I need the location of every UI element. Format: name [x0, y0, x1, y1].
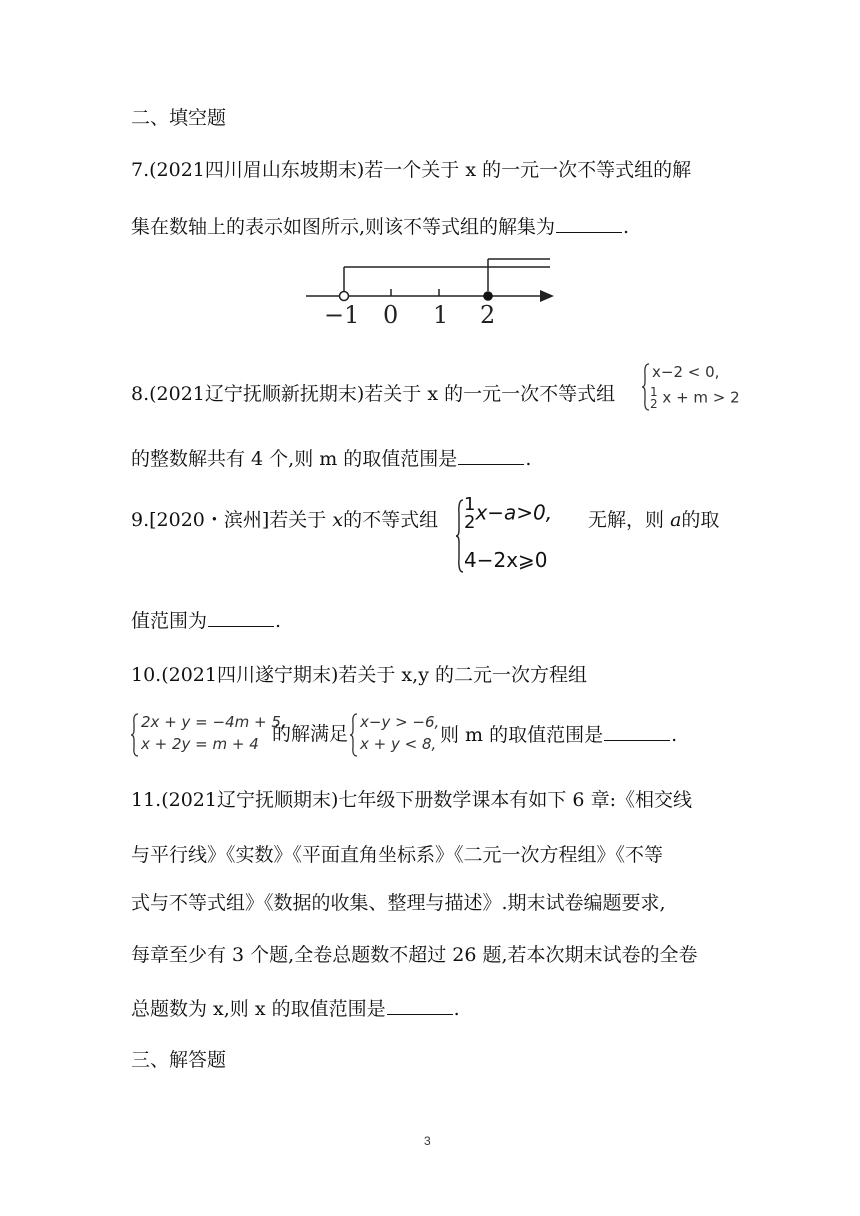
closed-point-2	[483, 291, 493, 301]
q8-answer-blank[interactable]	[458, 446, 524, 465]
q10-mid: 的解满足	[272, 723, 349, 745]
section-heading-answer: 三、解答题	[131, 1049, 227, 1071]
q10-eq1: 2x + y = −4m + 5,	[141, 713, 286, 731]
q7-text: 集在数轴上的表示如图所示,则该不等式组的解集为	[131, 216, 556, 238]
q10-tail: 则 m 的取值范围是 .	[440, 724, 678, 746]
q8-line1	[131, 382, 615, 406]
q9-var-x: x	[332, 509, 344, 531]
q11-answer-blank[interactable]	[387, 996, 453, 1015]
axis-arrow	[540, 290, 554, 302]
q11-line1: 11.(2021辽宁抚顺期末)七年级下册数学课本有如下 6 章:《相交线	[131, 789, 692, 811]
number-line-figure	[300, 255, 560, 327]
q8-sys-row1: x−2 < 0,	[652, 363, 720, 381]
q10-eq2: x + 2y = m + 4	[141, 735, 259, 753]
q11-line2: 与平行线》《实数》《平面直角坐标系》《二元一次方程组》《不等	[131, 844, 664, 866]
q7-line1: 7.(2021四川眉山东坡期末)若一个关于 x 的一元一次不等式组的解	[131, 159, 692, 181]
q7-period: .	[623, 216, 630, 238]
q9-line1-suffix: 无解，则 a的取	[588, 509, 720, 531]
axis-label-0: 0	[383, 301, 399, 327]
q10-answer-blank[interactable]	[604, 722, 670, 741]
q8-line2: 的整数解共有 4 个,则 m 的取值范围是 .	[131, 448, 532, 470]
q9-sys-row1: 1 2 x−a>0,	[464, 494, 553, 533]
q9-sys-row2: 4−2x⩾0	[464, 548, 548, 572]
axis-label-minus1: −1	[324, 301, 360, 327]
q7-answer-blank[interactable]	[556, 214, 622, 233]
q8-inequality-system	[642, 362, 752, 412]
q11-line4: 每章至少有 3 个题,全卷总题数不超过 26 题,若本次期末试卷的全卷	[131, 944, 698, 966]
q10-ineq2: x + y < 8,	[360, 735, 437, 753]
q11-line3: 式与不等式组》《数据的收集、整理与描述》.期末试卷编题要求,	[131, 892, 666, 914]
page-number: 3	[424, 1134, 431, 1148]
q8-brace	[642, 362, 650, 412]
q7-line2	[131, 214, 629, 239]
q9-line2: 值范围为 .	[131, 610, 282, 632]
q11-line5: 总题数为 x,则 x 的取值范围是 .	[131, 998, 460, 1020]
q10-brace-b	[350, 712, 358, 758]
q9-inequality-system	[456, 496, 566, 576]
q10-ineq1: x−y > −6,	[360, 713, 440, 731]
q10-brace-a	[131, 712, 139, 758]
q8-sys-row2: 1 2 x + m > 2	[650, 385, 740, 411]
q10-inequality-system	[350, 712, 440, 760]
section-heading-fill-in: 二、填空题	[131, 107, 227, 129]
q9-line1: 9.[2020・滨州]若关于 x的不等式组	[131, 509, 439, 531]
q8-text2: 的整数解共有 4 个,则 m 的取值范围是	[131, 448, 458, 470]
axis-label-1: 1	[433, 301, 449, 327]
q9-answer-blank[interactable]	[208, 608, 274, 627]
q8-fraction: 1 2	[650, 385, 658, 411]
q9-brace	[456, 498, 464, 574]
open-point-minus1	[340, 292, 349, 301]
q10-equation-system	[131, 712, 286, 760]
q10-line1: 10.(2021四川遂宁期末)若关于 x,y 的二元一次方程组	[131, 664, 587, 686]
axis-label-2: 2	[480, 301, 496, 327]
q9-fraction: 1 2	[464, 494, 476, 533]
q9-var-a: a	[670, 509, 682, 531]
q8-text: 8.(2021辽宁抚顺新抚期末)若关于 x 的一元一次不等式组	[131, 383, 616, 405]
